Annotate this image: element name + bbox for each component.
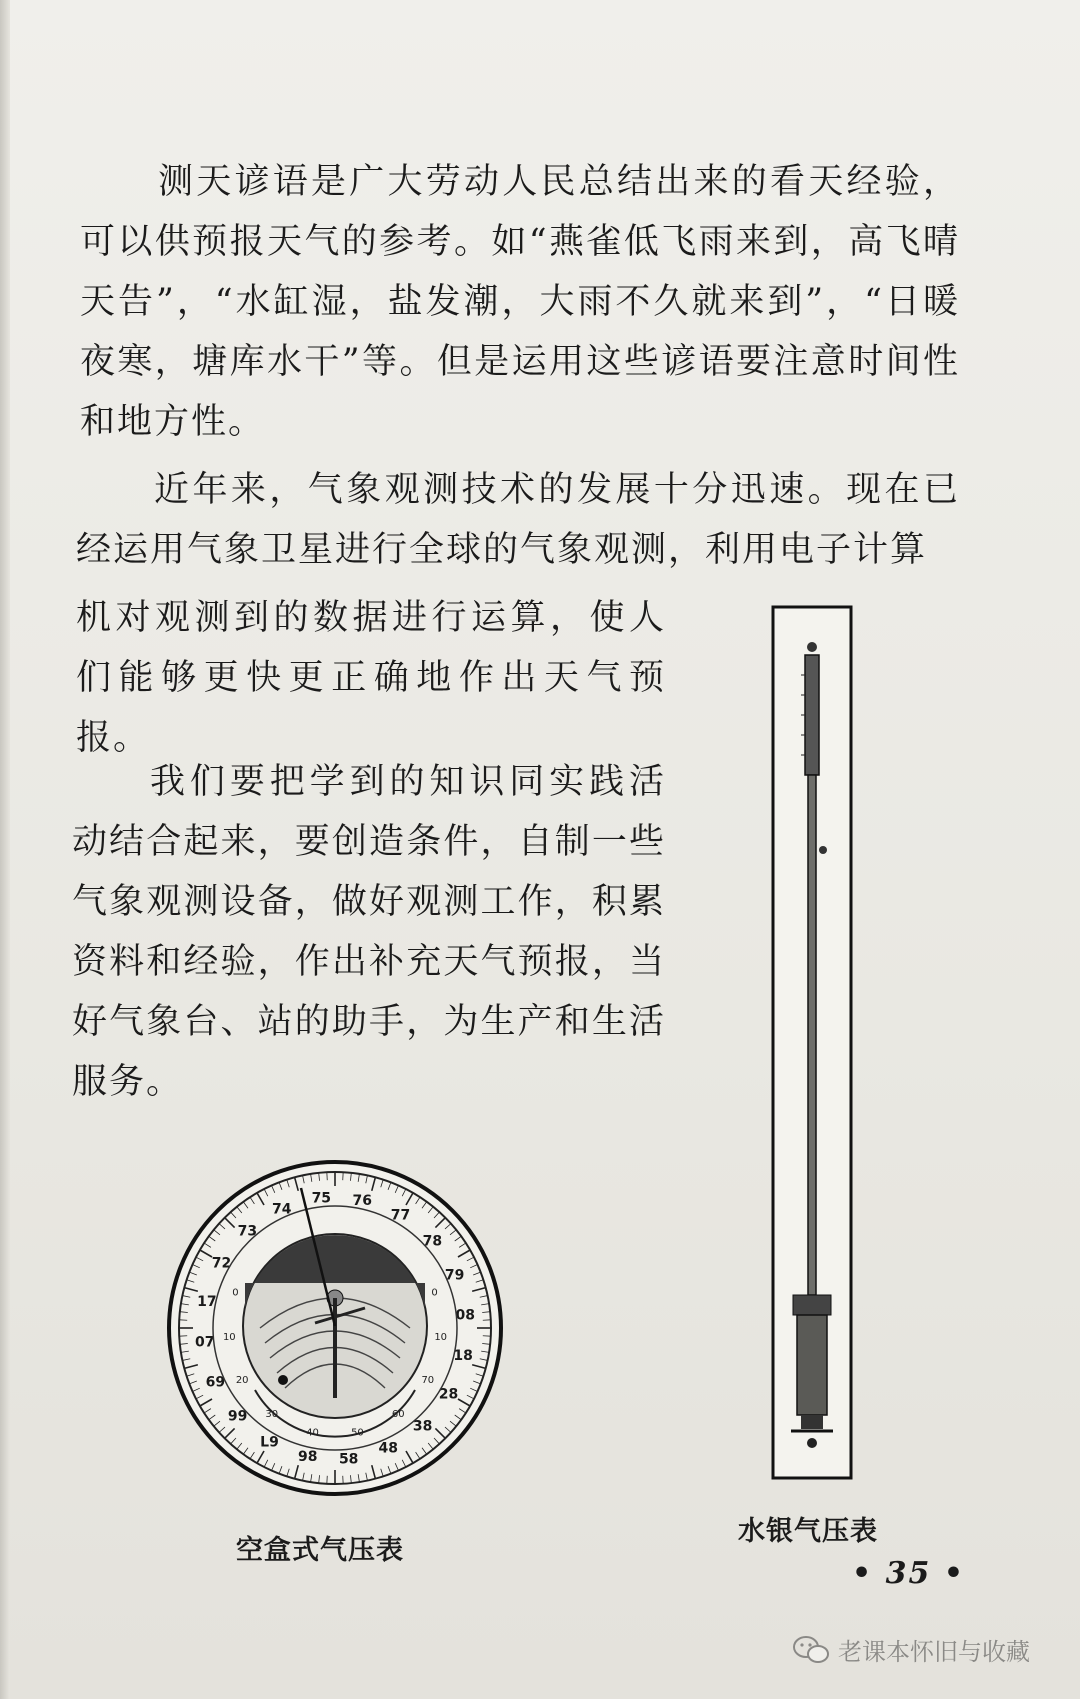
dial-inner-label: 10 [434, 1332, 448, 1344]
page-number-value: 35 [885, 1556, 932, 1591]
watermark-text: 老课本怀旧与收藏 [838, 1638, 1030, 1666]
dial-outer-label: 99 [227, 1408, 248, 1425]
dial-outer-label: 48 [378, 1440, 399, 1457]
dial-inner-label: 30 [265, 1409, 279, 1421]
dial-outer-label: 79 [444, 1267, 465, 1284]
dial-inner-label: 0 [431, 1287, 438, 1299]
dial-outer-label: 72 [211, 1255, 232, 1272]
paragraph-weather-proverbs: 测天谚语是广大劳动人民总结出来的看天经验，可以供预报天气的参考。如“燕雀低飞雨来到，高飞晴天告”，“水缸湿，盐发潮，大雨不久就来到”，“日暖夜寒，塘库水干”等。但是运用这些谚语要注意时间性和地方性。 [80, 162, 960, 442]
dial-outer-label: 73 [237, 1223, 258, 1240]
dial-inner-label: 20 [235, 1375, 249, 1387]
dial-inner-label: 70 [421, 1375, 435, 1387]
page-number: • 35 • [852, 1556, 965, 1591]
dial-inner-label: 40 [306, 1427, 319, 1439]
mercury-barometer-illustration [771, 605, 853, 1480]
page-binding-edge [0, 0, 10, 1699]
dial-outer-label: 78 [422, 1233, 443, 1250]
mercury-barometer-caption: 水银气压表 [738, 1516, 878, 1547]
dial-outer-label: 69 [205, 1374, 226, 1391]
dial-inner-label: 60 [391, 1409, 405, 1421]
dial-inner-label: 10 [222, 1332, 236, 1344]
aneroid-barometer-caption: 空盒式气压表 [236, 1535, 404, 1566]
dial-outer-label: 98 [298, 1449, 318, 1466]
watermark [792, 1632, 1030, 1667]
dial-outer-label: L9 [260, 1434, 279, 1451]
paragraph-practice: 我们要把学到的知识同实践活动结合起来，要创造条件，自制一些气象观测设备，做好观测工作，积累资料和经验，作出补充天气预报，当好气象台、站的助手，为生产和生活服务。 [72, 762, 666, 1102]
dial-outer-label: 07 [194, 1334, 215, 1351]
aneroid-barometer-illustration [165, 1158, 505, 1498]
wechat-icon [792, 1635, 830, 1665]
dial-outer-label: 38 [412, 1418, 433, 1435]
dial-inner-label: 0 [232, 1287, 239, 1299]
dial-inner-label: 50 [351, 1427, 364, 1439]
dial-outer-label: 18 [453, 1348, 473, 1365]
dial-outer-label: 76 [352, 1192, 372, 1209]
dial-outer-label: 74 [271, 1201, 292, 1218]
dial-outer-label: 58 [338, 1451, 359, 1468]
paragraph-observation-tech-continued: 机对观测到的数据进行运算，使人们能够更快更正确地作出天气预报。 [76, 598, 666, 758]
dial-outer-label: 75 [311, 1190, 332, 1207]
dial-outer-label: 08 [455, 1307, 476, 1324]
paragraph-observation-tech: 近年来，气象观测技术的发展十分迅速。现在已经运用气象卫星进行全球的气象观测，利用电子计算 [76, 470, 960, 570]
dial-outer-label: 17 [197, 1293, 217, 1310]
dial-outer-label: 28 [438, 1386, 459, 1403]
dial-outer-label: 77 [390, 1207, 411, 1224]
